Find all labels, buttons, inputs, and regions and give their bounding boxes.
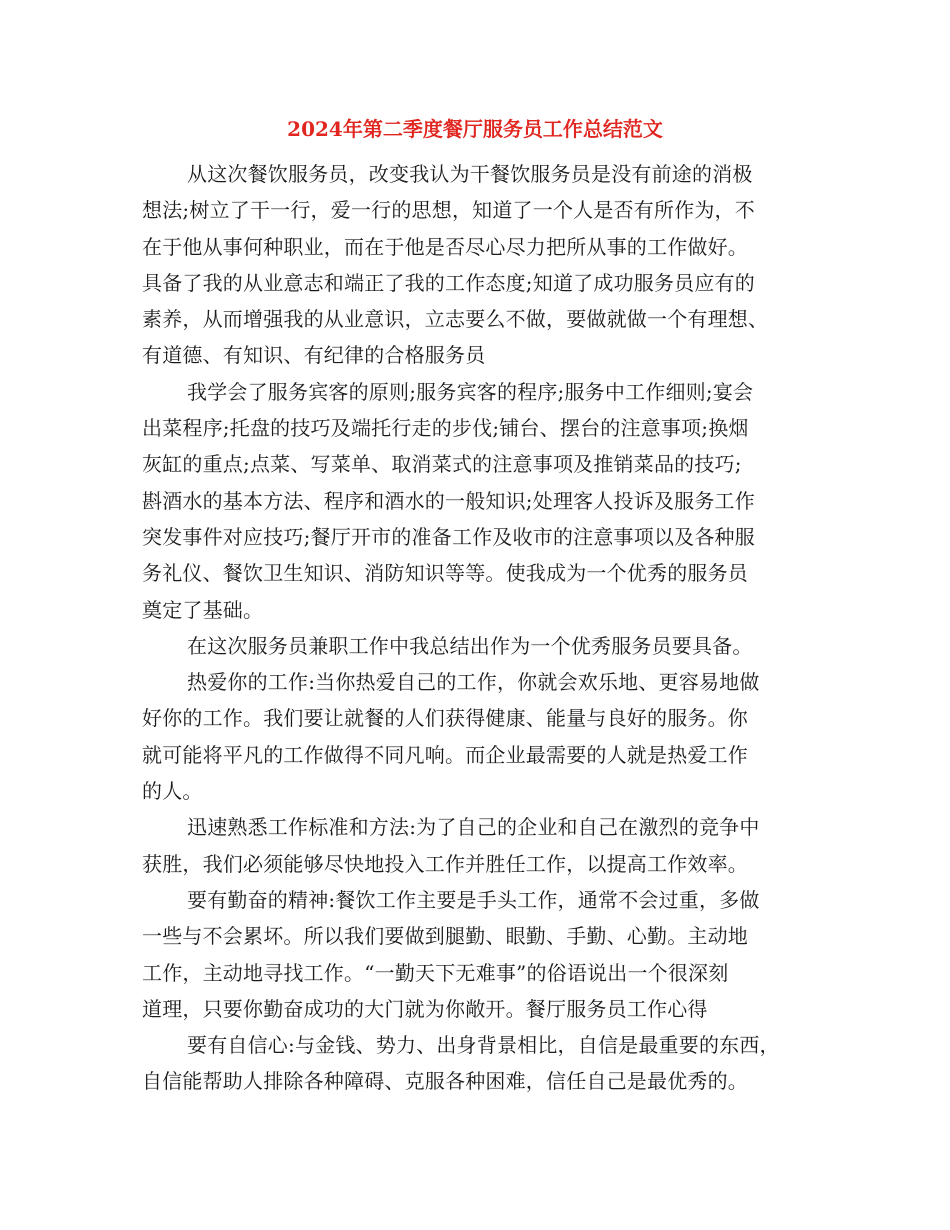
text-line: 一些与不会累坏。所以我们要做到腿勤、眼勤、手勤、心勤。主动地 xyxy=(142,924,748,949)
text-line: 道理，只要你勤奋成功的大门就为你敞开。餐厅服务员工作心得 xyxy=(142,996,708,1021)
text-line: 从这次餐饮服务员，改变我认为干餐饮服务员是没有前途的消极 xyxy=(187,162,753,186)
text-line: 有道德、有知识、有纪律的合格服务员 xyxy=(142,343,486,368)
text-line: 素养，从而增强我的从业意识，立志要么不做，要做就做一个有理想、 xyxy=(142,307,769,332)
text-line: 就可能将平凡的工作做得不同凡响。而企业最需要的人就是热爱工作 xyxy=(142,742,748,767)
text-line: 务礼仪、餐饮卫生知识、消防知识等等。使我成为一个优秀的服务员 xyxy=(142,561,748,586)
text-line: 在这次服务员兼职工作中我总结出作为一个优秀服务员要具备。 xyxy=(187,633,753,658)
text-line: 好你的工作。我们要让就餐的人们获得健康、能量与良好的服务。你 xyxy=(142,706,748,731)
text-line: 的人。 xyxy=(142,779,203,804)
text-line: 具备了我的从业意志和端正了我的工作态度;知道了成功服务员应有的 xyxy=(142,270,755,295)
text-line: 工作，主动地寻找工作。“一勤天下无难事”的俗语说出一个很深刻 xyxy=(142,960,729,985)
text-line: 斟酒水的基本方法、程序和酒水的一般知识;处理客人投诉及服务工作 xyxy=(142,488,755,513)
text-line: 获胜，我们必须能够尽快地投入工作并胜任工作，以提高工作效率。 xyxy=(142,851,748,876)
text-line: 在于他从事何种职业，而在于他是否尽心尽力把所从事的工作做好。 xyxy=(142,234,748,259)
text-line: 热爱你的工作:当你热爱自己的工作，你就会欢乐地、更容易地做 xyxy=(187,670,760,695)
text-line: 要有自信心:与金钱、势力、出身背景相比，自信是最重要的东西， xyxy=(187,1033,780,1058)
text-line: 奠定了基础。 xyxy=(142,597,264,622)
text-line: 突发事件对应技巧;餐厅开市的准备工作及收市的注意事项以及各种服 xyxy=(142,524,755,549)
text-line: 想法;树立了干一行，爱一行的思想，知道了一个人是否有所作为，不 xyxy=(142,198,755,223)
text-line: 要有勤奋的精神:餐饮工作主要是手头工作，通常不会过重，多做 xyxy=(187,887,760,912)
text-line: 自信能帮助人排除各种障碍、克服各种困难，信任自己是最优秀的。 xyxy=(142,1069,748,1094)
document-body xyxy=(142,156,822,1100)
text-line: 我学会了服务宾客的原则;服务宾客的程序;服务中工作细则;宴会 xyxy=(187,379,754,404)
text-line: 灰缸的重点;点菜、写菜单、取消菜式的注意事项及推销菜品的技巧; xyxy=(142,452,742,477)
text-line: 迅速熟悉工作标准和方法:为了自己的企业和自己在激烈的竞争中 xyxy=(187,815,760,840)
document-title: 2024年第二季度餐厅服务员工作总结范文 xyxy=(287,117,663,141)
text-line: 出菜程序;托盘的技巧及端托行走的步伐;铺台、摆台的注意事项;换烟 xyxy=(142,416,749,441)
